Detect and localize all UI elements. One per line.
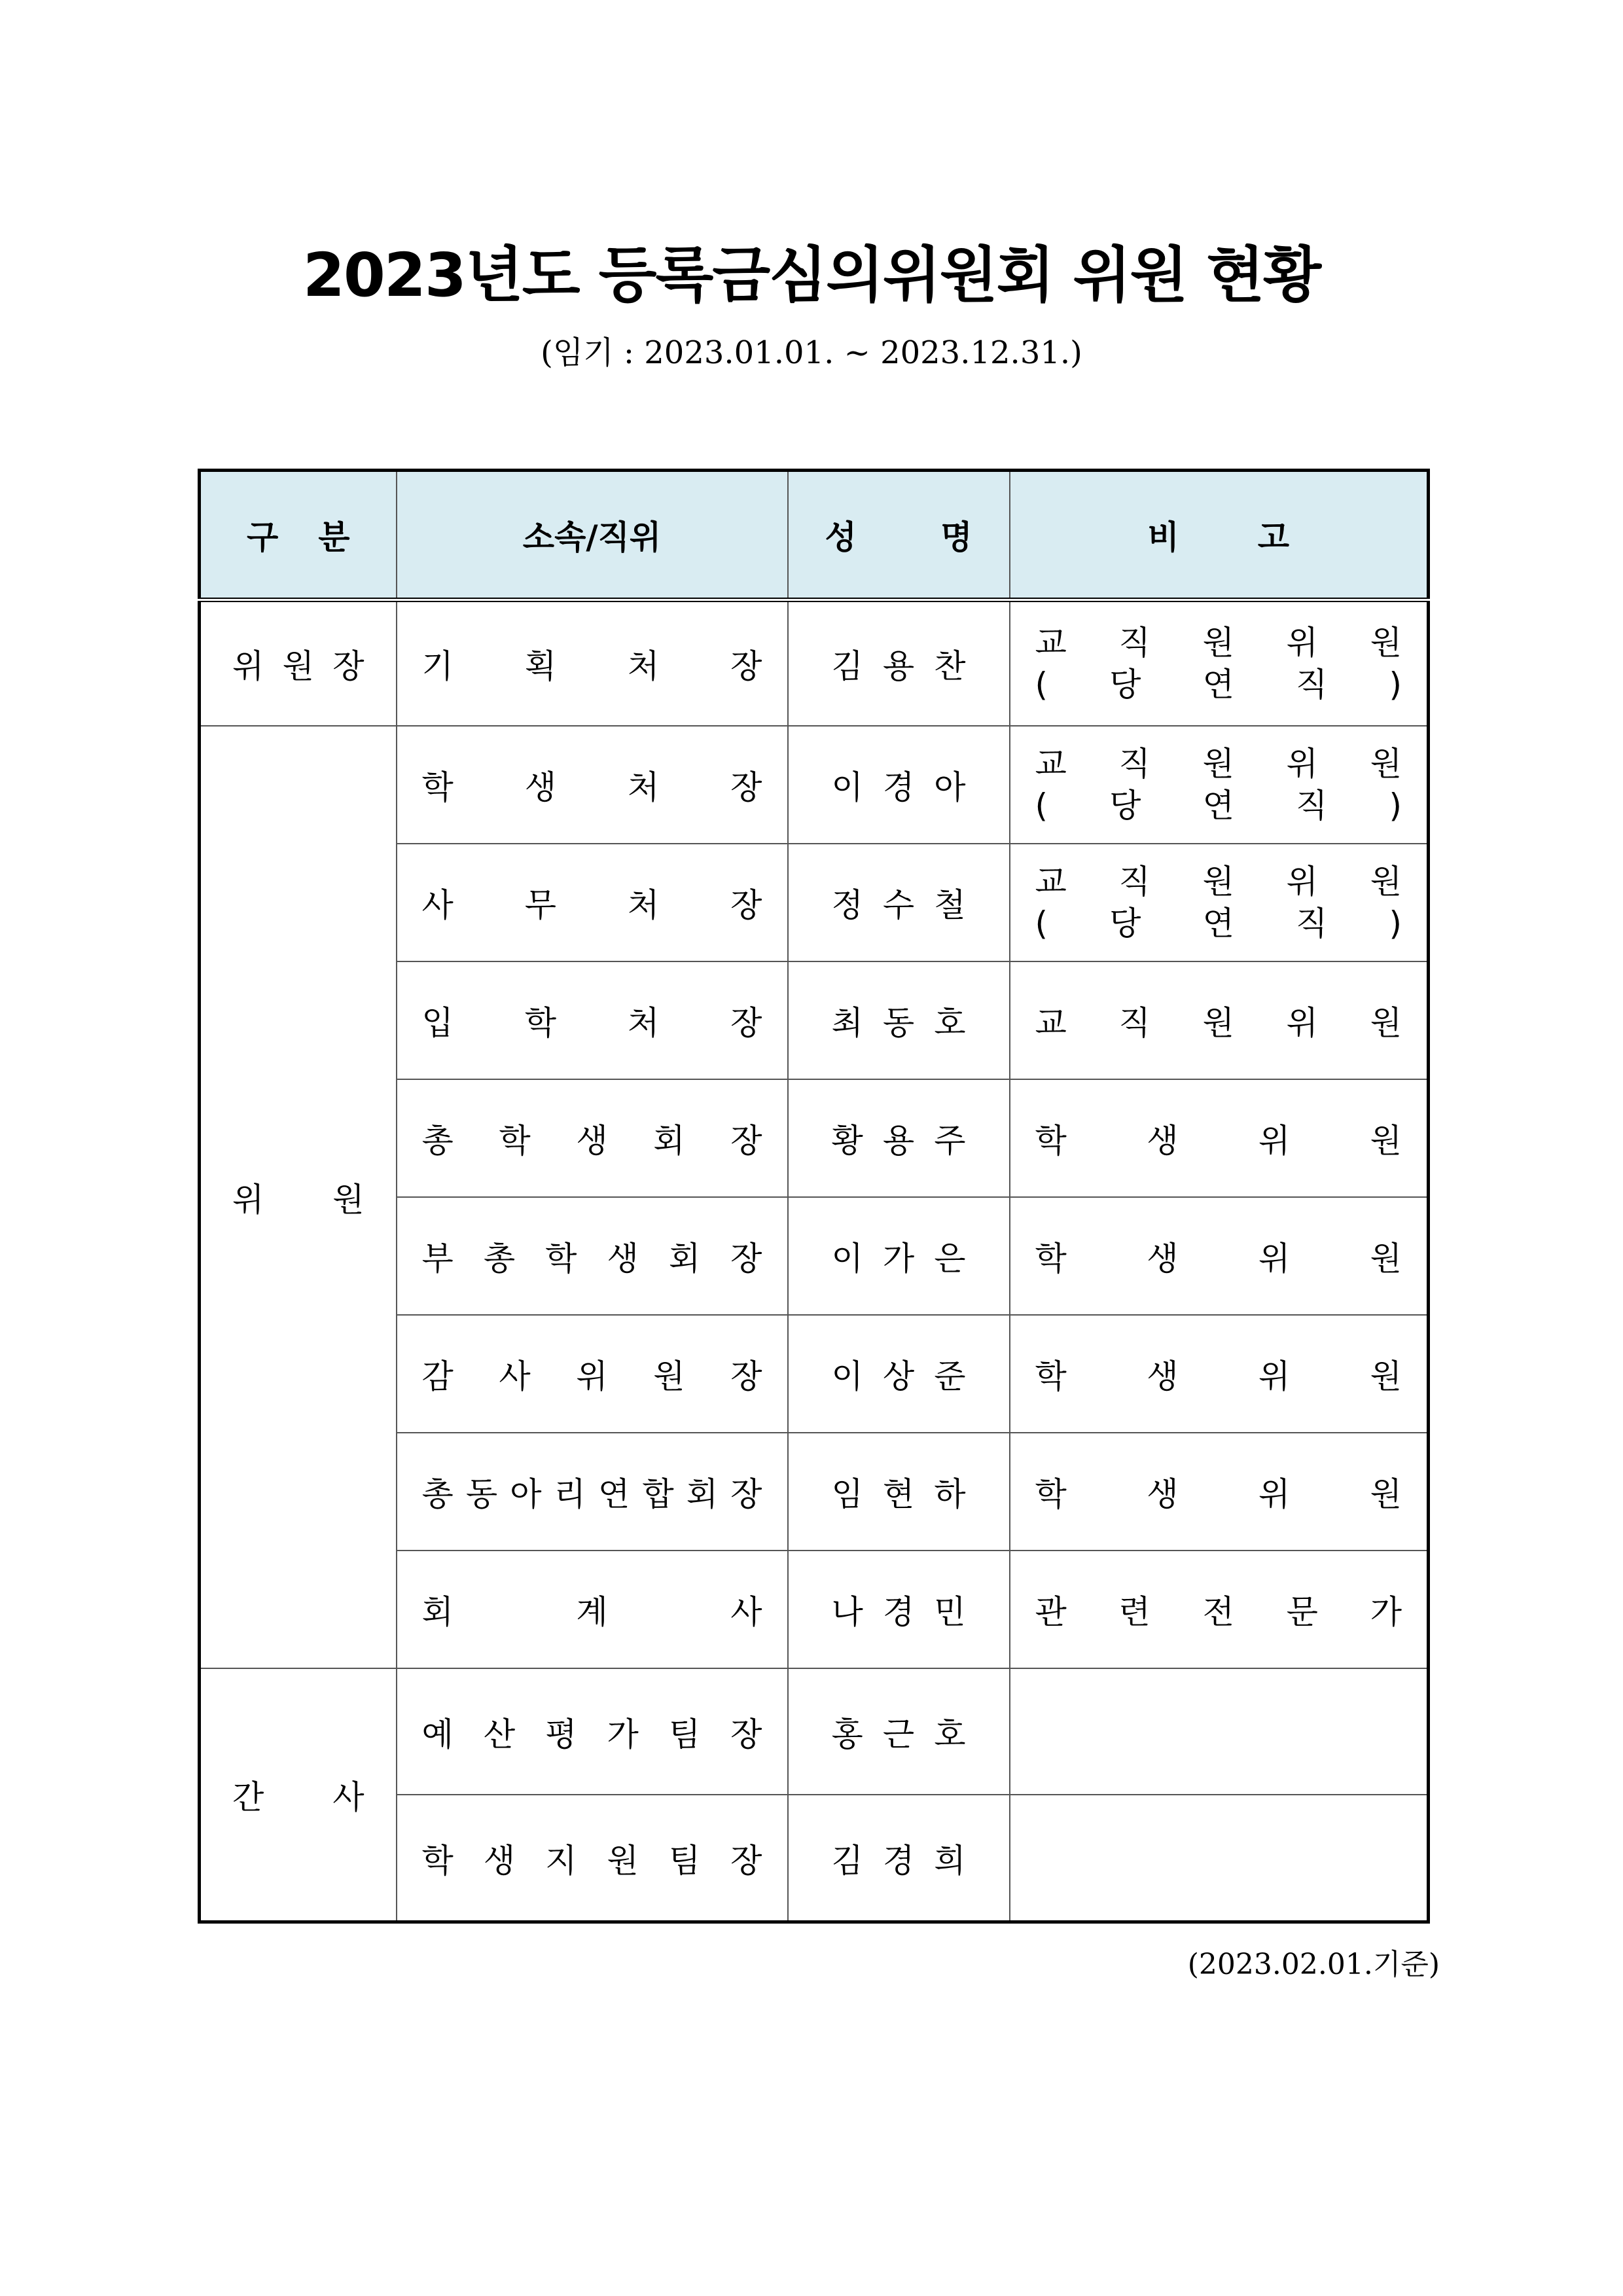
- cell-char: 이: [831, 768, 863, 806]
- note-cell: [1010, 1315, 1429, 1433]
- cell-char: 교: [1035, 863, 1067, 901]
- cell-char: 장: [730, 1004, 762, 1042]
- cell-char: 장: [730, 1122, 762, 1160]
- cell-char: 위: [1258, 1240, 1291, 1278]
- note-cell: [1010, 726, 1429, 844]
- cell-char: 무: [524, 886, 557, 924]
- cell-char: 총: [421, 1475, 454, 1513]
- position-cell: [397, 1668, 788, 1795]
- table-row: [200, 1668, 1429, 1795]
- cell-char: 련: [1118, 1593, 1150, 1631]
- cell-char: 장: [730, 1715, 762, 1753]
- cell-char: 관: [1035, 1593, 1067, 1631]
- name-cell: [788, 1315, 1010, 1433]
- cell-char: 간: [232, 1778, 264, 1816]
- name-cell: [788, 1551, 1010, 1668]
- cell-char: 연: [1202, 905, 1234, 942]
- cell-char: 장: [730, 1475, 762, 1513]
- cell-char: 부: [421, 1240, 454, 1278]
- cell-char: 명: [940, 518, 972, 556]
- note-cell: [1010, 1795, 1429, 1922]
- cell-char: 사: [499, 1357, 531, 1395]
- cell-char: 원: [1202, 624, 1234, 662]
- cell-char: 정: [831, 886, 863, 924]
- cell-char: 호: [934, 1004, 966, 1042]
- cell-char: 학: [1035, 1122, 1067, 1160]
- cell-char: 학: [1035, 1240, 1067, 1278]
- cell-char: 사: [332, 1778, 365, 1816]
- cell-char: 원: [282, 647, 314, 685]
- position-cell: [397, 1315, 788, 1433]
- cell-char: 이: [831, 1240, 863, 1278]
- document-title: 2023년도 등록금심의위원회 위원 현황: [302, 240, 1321, 310]
- cell-char: 김: [831, 1841, 863, 1880]
- cell-char: 감: [421, 1357, 454, 1395]
- cell-char: 은: [934, 1240, 966, 1278]
- position-cell: [397, 844, 788, 961]
- cell-char: 호: [934, 1715, 966, 1753]
- group-secretaries: [200, 1668, 397, 1922]
- cell-char: 장: [730, 1240, 762, 1278]
- cell-char: 나: [831, 1593, 863, 1631]
- cell-char: 민: [934, 1593, 966, 1631]
- cell-char: 원: [607, 1841, 639, 1880]
- table-header-row: [200, 471, 1429, 600]
- cell-char: 위: [232, 647, 264, 685]
- cell-char: 위: [232, 1181, 264, 1219]
- name-cell: [788, 600, 1010, 726]
- note-cell: [1010, 1668, 1429, 1795]
- name-cell: [788, 1433, 1010, 1551]
- cell-char: 경: [882, 1841, 915, 1880]
- cell-char: 이: [831, 1357, 863, 1395]
- cell-char: 비: [1147, 518, 1179, 556]
- cell-char: 전: [1202, 1593, 1234, 1631]
- note-cell: [1010, 1433, 1429, 1551]
- cell-char: 원: [1370, 1240, 1402, 1278]
- cell-char: 원: [1370, 1357, 1402, 1395]
- name-cell: [788, 726, 1010, 844]
- cell-char: 지: [545, 1841, 577, 1880]
- group-members: [200, 726, 397, 1668]
- cell-char: 원: [1202, 1004, 1234, 1042]
- cell-char: 장: [730, 1357, 762, 1395]
- name-cell: [788, 1079, 1010, 1197]
- position-cell: [397, 961, 788, 1079]
- cell-char: 입: [421, 1004, 454, 1042]
- note-cell: [1010, 961, 1429, 1079]
- cell-char: 생: [483, 1841, 516, 1880]
- cell-char: 생: [1147, 1240, 1179, 1278]
- cell-char: 교: [1035, 745, 1067, 783]
- cell-char: 찬: [934, 647, 966, 685]
- cell-char: 가: [1370, 1593, 1402, 1631]
- cell-char: 평: [545, 1715, 577, 1753]
- cell-char: 구: [247, 518, 279, 556]
- cell-char: 직: [1118, 863, 1150, 901]
- cell-char: 직: [1118, 1004, 1150, 1042]
- cell-char: 동: [882, 1004, 915, 1042]
- position-cell: [397, 1551, 788, 1668]
- cell-char: 연: [598, 1475, 630, 1513]
- cell-char: 원: [1202, 745, 1234, 783]
- note-cell: [1010, 844, 1429, 961]
- cell-char: 원: [1370, 624, 1402, 662]
- name-cell: [788, 961, 1010, 1079]
- note-cell: [1010, 1079, 1429, 1197]
- table-row: [200, 726, 1429, 844]
- cell-char: ): [1389, 787, 1402, 825]
- cell-char: 생: [1147, 1122, 1179, 1160]
- cell-char: 처: [627, 1004, 660, 1042]
- cell-char: 생: [524, 768, 557, 806]
- cell-char: 교: [1035, 1004, 1067, 1042]
- cell-char: 근: [882, 1715, 915, 1753]
- header-category: [200, 471, 397, 600]
- cell-char: 직: [1296, 905, 1328, 942]
- cell-char: 계: [576, 1593, 608, 1631]
- header-note: [1010, 471, 1429, 600]
- name-cell: [788, 844, 1010, 961]
- cell-char: 용: [882, 1122, 915, 1160]
- cell-char: 장: [730, 1841, 762, 1880]
- cell-char: 문: [1286, 1593, 1318, 1631]
- cell-char: 총: [483, 1240, 516, 1278]
- cell-char: 원: [1370, 1004, 1402, 1042]
- cell-char: 당: [1109, 666, 1141, 704]
- cell-char: 원: [1370, 1122, 1402, 1160]
- cell-char: 장: [332, 647, 365, 685]
- cell-char: 학: [421, 768, 454, 806]
- cell-char: 성: [825, 518, 857, 556]
- committee-table: [198, 469, 1430, 1924]
- position-cell: [397, 1079, 788, 1197]
- cell-char: 분: [318, 518, 350, 556]
- cell-char: 원: [1370, 1475, 1402, 1513]
- cell-char: 철: [934, 886, 966, 924]
- cell-char: 연: [1202, 787, 1234, 825]
- name-cell: [788, 1668, 1010, 1795]
- cell-char: 경: [882, 1593, 915, 1631]
- cell-char: 장: [730, 768, 762, 806]
- cell-char: 직: [1118, 745, 1150, 783]
- cell-char: 위: [576, 1357, 608, 1395]
- cell-char: 회: [668, 1240, 701, 1278]
- cell-char: 당: [1109, 905, 1141, 942]
- cell-char: 장: [730, 886, 762, 924]
- reference-date: (2023.02.01.기준): [1187, 1948, 1440, 1981]
- cell-char: 회: [421, 1593, 454, 1631]
- cell-char: 아: [934, 768, 966, 806]
- cell-char: 학: [421, 1841, 454, 1880]
- position-cell: [397, 1795, 788, 1922]
- cell-char: 처: [627, 886, 660, 924]
- cell-char: 준: [934, 1357, 966, 1395]
- term-subtitle: (임기 : 2023.01.01. ~ 2023.12.31.): [541, 334, 1082, 371]
- cell-char: 직: [1296, 787, 1328, 825]
- cell-char: 임: [831, 1475, 863, 1513]
- cell-char: 처: [627, 647, 660, 685]
- cell-char: 생: [1147, 1475, 1179, 1513]
- cell-char: 학: [524, 1004, 557, 1042]
- cell-char: 하: [934, 1475, 966, 1513]
- cell-char: 홍: [831, 1715, 863, 1753]
- table-row: [200, 600, 1429, 726]
- cell-char: 위: [1286, 1004, 1318, 1042]
- cell-char: 산: [483, 1715, 516, 1753]
- cell-char: 주: [934, 1122, 966, 1160]
- cell-char: 당: [1109, 787, 1141, 825]
- cell-char: ): [1389, 905, 1402, 942]
- header-position: 소속/직위: [397, 471, 788, 600]
- cell-char: 처: [627, 768, 660, 806]
- cell-char: 리: [554, 1475, 586, 1513]
- cell-char: 경: [882, 768, 915, 806]
- cell-char: 위: [1286, 624, 1318, 662]
- cell-char: 위: [1258, 1122, 1291, 1160]
- note-cell: [1010, 600, 1429, 726]
- cell-char: 원: [1202, 863, 1234, 901]
- cell-char: 직: [1296, 666, 1328, 704]
- position-cell: [397, 1433, 788, 1551]
- cell-char: 연: [1202, 666, 1234, 704]
- cell-char: 원: [653, 1357, 685, 1395]
- cell-char: 직: [1118, 624, 1150, 662]
- position-cell: [397, 1197, 788, 1315]
- cell-char: 생: [607, 1240, 639, 1278]
- cell-char: 학: [1035, 1357, 1067, 1395]
- position-cell: [397, 600, 788, 726]
- cell-char: 회: [653, 1122, 685, 1160]
- header-name: [788, 471, 1010, 600]
- cell-char: 황: [831, 1122, 863, 1160]
- cell-char: 생: [1147, 1357, 1179, 1395]
- cell-char: 원: [332, 1181, 365, 1219]
- cell-char: 팀: [668, 1841, 701, 1880]
- cell-char: 예: [421, 1715, 454, 1753]
- name-cell: [788, 1795, 1010, 1922]
- cell-char: 사: [421, 886, 454, 924]
- cell-char: 회: [686, 1475, 719, 1513]
- cell-char: 획: [524, 647, 557, 685]
- cell-char: 총: [421, 1122, 454, 1160]
- cell-char: 위: [1258, 1357, 1291, 1395]
- cell-char: 현: [882, 1475, 915, 1513]
- cell-char: (: [1035, 905, 1048, 942]
- cell-char: 위: [1286, 745, 1318, 783]
- cell-char: 학: [499, 1122, 531, 1160]
- cell-char: 희: [934, 1841, 966, 1880]
- cell-char: 용: [882, 647, 915, 685]
- cell-char: 동: [465, 1475, 498, 1513]
- cell-char: 사: [730, 1593, 762, 1631]
- note-cell: [1010, 1551, 1429, 1668]
- cell-char: 원: [1370, 745, 1402, 783]
- cell-char: 아: [510, 1475, 542, 1513]
- cell-char: 교: [1035, 624, 1067, 662]
- cell-char: 원: [1370, 863, 1402, 901]
- cell-char: 수: [882, 886, 915, 924]
- cell-char: 학: [1035, 1475, 1067, 1513]
- name-cell: [788, 1197, 1010, 1315]
- cell-char: 김: [831, 647, 863, 685]
- cell-char: 가: [882, 1240, 915, 1278]
- position-cell: [397, 726, 788, 844]
- cell-char: 합: [642, 1475, 674, 1513]
- cell-char: 최: [831, 1004, 863, 1042]
- cell-char: 장: [730, 647, 762, 685]
- cell-char: 상: [882, 1357, 915, 1395]
- cell-char: 위: [1258, 1475, 1291, 1513]
- cell-char: 가: [607, 1715, 639, 1753]
- group-chair: [200, 600, 397, 726]
- cell-char: (: [1035, 787, 1048, 825]
- cell-char: 기: [421, 647, 454, 685]
- cell-char: 생: [576, 1122, 608, 1160]
- note-cell: [1010, 1197, 1429, 1315]
- cell-char: 팀: [668, 1715, 701, 1753]
- cell-char: 학: [545, 1240, 577, 1278]
- cell-char: (: [1035, 666, 1048, 704]
- cell-char: ): [1389, 666, 1402, 704]
- cell-char: 위: [1286, 863, 1318, 901]
- cell-char: 고: [1257, 518, 1289, 556]
